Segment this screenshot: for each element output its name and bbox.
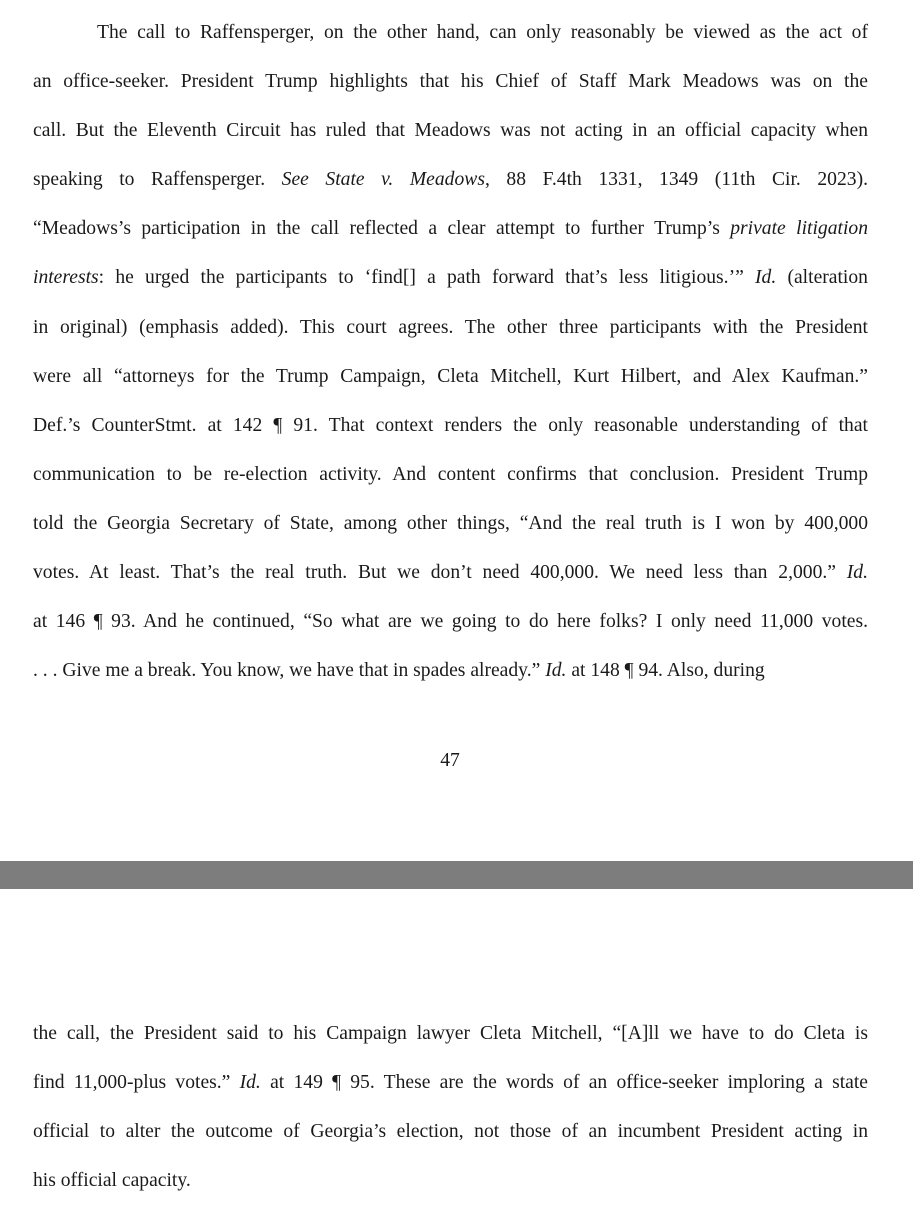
text-run: official to alter the outcome of Georgia’s election, not those of an incumbent President acting in [33, 1121, 868, 1143]
text-run: : he urged the participants to ‘find[] a path forward that’s less litigious.’” [98, 267, 756, 289]
paragraph-raffensperger-call [33, 8, 868, 695]
text-run: “Meadows’s participation in the call reflected a clear attempt to further Trump’s [33, 218, 731, 240]
text-line [33, 204, 868, 253]
text-run: at 146 ¶ 93. And he continued, “So what are we going to do here folks? I only need 11,000 votes. [33, 611, 868, 633]
text-line [33, 1107, 868, 1156]
text-line [33, 352, 868, 401]
text-line [33, 499, 868, 548]
text-line [33, 8, 868, 57]
italic-text: Id. [846, 562, 868, 584]
text-line [33, 450, 868, 499]
text-run: speaking to Raffensperger. [33, 169, 282, 191]
text-line [33, 155, 868, 204]
paragraph-continuation [33, 1009, 868, 1205]
text-run: find 11,000-plus votes.” [33, 1072, 240, 1094]
document-page-48 [0, 889, 913, 1200]
text-line [33, 57, 868, 106]
text-run: votes. At least. That’s the real truth. But we don’t need 400,000. We need less than 2,000.” [33, 562, 847, 584]
text-run: his official capacity. [33, 1170, 191, 1192]
text-run: at 148 ¶ 94. Also, during [566, 660, 765, 682]
italic-text: private litigation [730, 218, 869, 240]
text-run: an office-seeker. President Trump highlights that his Chief of Staff Mark Meadows was on the [33, 71, 868, 93]
text-line [33, 646, 868, 695]
text-run: Def.’s CounterStmt. at 142 ¶ 91. That context renders the only reasonable understanding of that [33, 414, 868, 436]
text-run: in original) (emphasis added). This court agrees. The other three participants with the President [33, 316, 868, 338]
page-number: 47 [440, 750, 460, 771]
text-line [33, 401, 868, 450]
text-run: at 149 ¶ 95. These are the words of an office-seeker imploring a state [260, 1072, 868, 1094]
text-run: were all “attorneys for the Trump Campaign, Cleta Mitchell, Kurt Hilbert, and Alex Kaufman.” [33, 365, 868, 387]
italic-text: Id. [545, 660, 567, 682]
text-line [33, 303, 868, 352]
text-run: communication to be re-election activity. And content confirms that conclusion. President Trump [33, 463, 868, 485]
text-line [33, 548, 868, 597]
text-run: call. But the Eleventh Circuit has ruled that Meadows was not acting in an official capacity when [33, 120, 868, 142]
text-line [33, 597, 868, 646]
text-line [33, 1058, 868, 1107]
text-run: the call, the President said to his Campaign lawyer Cleta Mitchell, “[A]ll we have to do Cleta is [33, 1023, 868, 1044]
italic-text: Id. [755, 267, 777, 289]
text-line [33, 1009, 868, 1058]
text-line [33, 106, 868, 155]
text-run: , 88 F.4th 1331, 1349 (11th Cir. 2023). [484, 169, 868, 191]
text-run: told the Georgia Secretary of State, among other things, “And the real truth is I won by 400,000 [33, 512, 868, 534]
italic-text: Id. [239, 1072, 261, 1094]
text-line [33, 1156, 868, 1205]
italic-text: interests [33, 267, 99, 289]
page-divider [0, 861, 913, 889]
italic-text: See State v. Meadows [281, 169, 485, 191]
text-line [33, 253, 868, 302]
text-run: The call to Raffensperger, on the other hand, can only reasonably be viewed as the act of [97, 22, 868, 43]
text-run: . . . Give me a break. You know, we have that in spades already.” [33, 660, 546, 682]
text-run: (alteration [776, 267, 868, 289]
